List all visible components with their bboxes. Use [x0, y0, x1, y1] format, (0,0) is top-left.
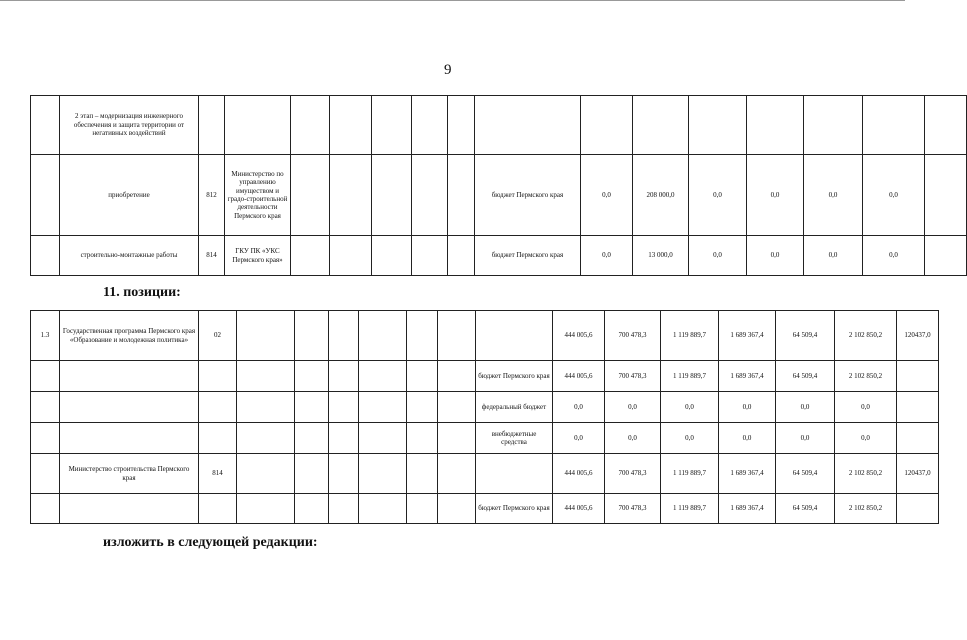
section-heading: изложить в следующей редакции:: [103, 535, 318, 550]
value-cell: [581, 96, 633, 155]
row-fund: бюджет Пермского края: [475, 236, 581, 276]
row-number: [31, 392, 60, 423]
value-cell: 0,0: [719, 423, 776, 454]
table-row: [31, 423, 939, 454]
table-row: [31, 155, 967, 236]
page-top-edge: [0, 0, 905, 1]
value-cell: 0,0: [804, 236, 863, 276]
value-cell: 700 478,3: [605, 454, 661, 494]
value-cell: 2 102 850,2: [835, 494, 897, 524]
row-code: [199, 96, 225, 155]
value-cell: 0,0: [553, 392, 605, 423]
row-name: Государственная программа Пермского края «Образование и молодежная политика»: [60, 311, 199, 361]
value-cell: 444 005,6: [553, 454, 605, 494]
value-cell: 2 102 850,2: [835, 454, 897, 494]
value-cell: 0,0: [581, 236, 633, 276]
table-row: [31, 96, 967, 155]
row-code: 812: [199, 155, 225, 236]
value-cell: 64 509,4: [776, 454, 835, 494]
value-cell: 0,0: [581, 155, 633, 236]
row-name: [60, 423, 199, 454]
value-cell: 0,0: [863, 155, 925, 236]
value-cell: [897, 423, 939, 454]
value-cell: 1 119 889,7: [661, 311, 719, 361]
value-cell: 0,0: [835, 392, 897, 423]
value-cell: 0,0: [553, 423, 605, 454]
row-fund: [475, 96, 581, 155]
row-number: [31, 361, 60, 392]
value-cell: [897, 494, 939, 524]
value-cell: 444 005,6: [553, 494, 605, 524]
row-fund: [476, 311, 553, 361]
row-name: Министерство строительства Пермского края: [60, 454, 199, 494]
value-cell: 700 478,3: [605, 311, 661, 361]
value-cell: [689, 96, 747, 155]
value-cell: 1 689 367,4: [719, 494, 776, 524]
value-cell: 1 119 889,7: [661, 361, 719, 392]
value-cell: 444 005,6: [553, 311, 605, 361]
row-number: [31, 454, 60, 494]
row-code: [199, 361, 237, 392]
value-cell: 700 478,3: [605, 361, 661, 392]
value-cell: 0,0: [776, 423, 835, 454]
value-cell: 0,0: [863, 236, 925, 276]
stage2-table: [30, 95, 967, 276]
table-row: [31, 311, 939, 361]
value-cell: 1 689 367,4: [719, 311, 776, 361]
row-org: ГКУ ПК «УКС Пермского края»: [225, 236, 291, 276]
value-cell: 64 509,4: [776, 361, 835, 392]
value-cell: [747, 96, 804, 155]
row-name: [60, 361, 199, 392]
value-cell: 120437,0: [897, 311, 939, 361]
value-cell: [633, 96, 689, 155]
table-row: [31, 494, 939, 524]
row-code: [199, 392, 237, 423]
row-name: строительно-монтажные работы: [60, 236, 199, 276]
row-fund: [476, 454, 553, 494]
value-cell: 0,0: [804, 155, 863, 236]
row-number: 1.3: [31, 311, 60, 361]
row-name: приобретение: [60, 155, 199, 236]
value-cell: 13 000,0: [633, 236, 689, 276]
value-cell: 0,0: [661, 423, 719, 454]
table-row: [31, 454, 939, 494]
value-cell: 120437,0: [897, 454, 939, 494]
value-cell: 208 000,0: [633, 155, 689, 236]
row-fund: бюджет Пермского края: [476, 361, 553, 392]
row-code: 814: [199, 454, 237, 494]
row-number: [31, 494, 60, 524]
positions-table: [30, 310, 939, 524]
table-row: [31, 236, 967, 276]
row-name: [60, 392, 199, 423]
value-cell: 0,0: [747, 155, 804, 236]
value-cell: [897, 361, 939, 392]
row-fund: бюджет Пермского края: [476, 494, 553, 524]
row-code: [199, 494, 237, 524]
section-heading: 11. позиции:: [103, 285, 181, 300]
row-org: Министерство по управлению имуществом и градо-строительной деятельности Пермского края: [225, 155, 291, 236]
value-cell: 2 102 850,2: [835, 361, 897, 392]
value-cell: 444 005,6: [553, 361, 605, 392]
table-row: [31, 361, 939, 392]
row-name: 2 этап – модернизация инженерного обеспечения и защита территории от негативных воздействий: [60, 96, 199, 155]
value-cell: 64 509,4: [776, 311, 835, 361]
value-cell: [804, 96, 863, 155]
value-cell: 64 509,4: [776, 494, 835, 524]
value-cell: [863, 96, 925, 155]
table-row: [31, 392, 939, 423]
value-cell: 0,0: [605, 423, 661, 454]
row-fund: внебюджетные средства: [476, 423, 553, 454]
value-cell: 0,0: [689, 155, 747, 236]
value-cell: 0,0: [719, 392, 776, 423]
row-code: 814: [199, 236, 225, 276]
value-cell: 1 689 367,4: [719, 361, 776, 392]
row-org: [225, 96, 291, 155]
row-code: 02: [199, 311, 237, 361]
page-number: 9: [444, 62, 452, 78]
value-cell: 1 689 367,4: [719, 454, 776, 494]
value-cell: 1 119 889,7: [661, 454, 719, 494]
value-cell: 2 102 850,2: [835, 311, 897, 361]
value-cell: 0,0: [689, 236, 747, 276]
value-cell: 700 478,3: [605, 494, 661, 524]
value-cell: 0,0: [776, 392, 835, 423]
row-fund: бюджет Пермского края: [475, 155, 581, 236]
value-cell: 1 119 889,7: [661, 494, 719, 524]
value-cell: 0,0: [747, 236, 804, 276]
row-fund: федеральный бюджет: [476, 392, 553, 423]
row-number: [31, 423, 60, 454]
value-cell: [897, 392, 939, 423]
value-cell: 0,0: [835, 423, 897, 454]
value-cell: 0,0: [661, 392, 719, 423]
row-name: [60, 494, 199, 524]
row-code: [199, 423, 237, 454]
value-cell: 0,0: [605, 392, 661, 423]
